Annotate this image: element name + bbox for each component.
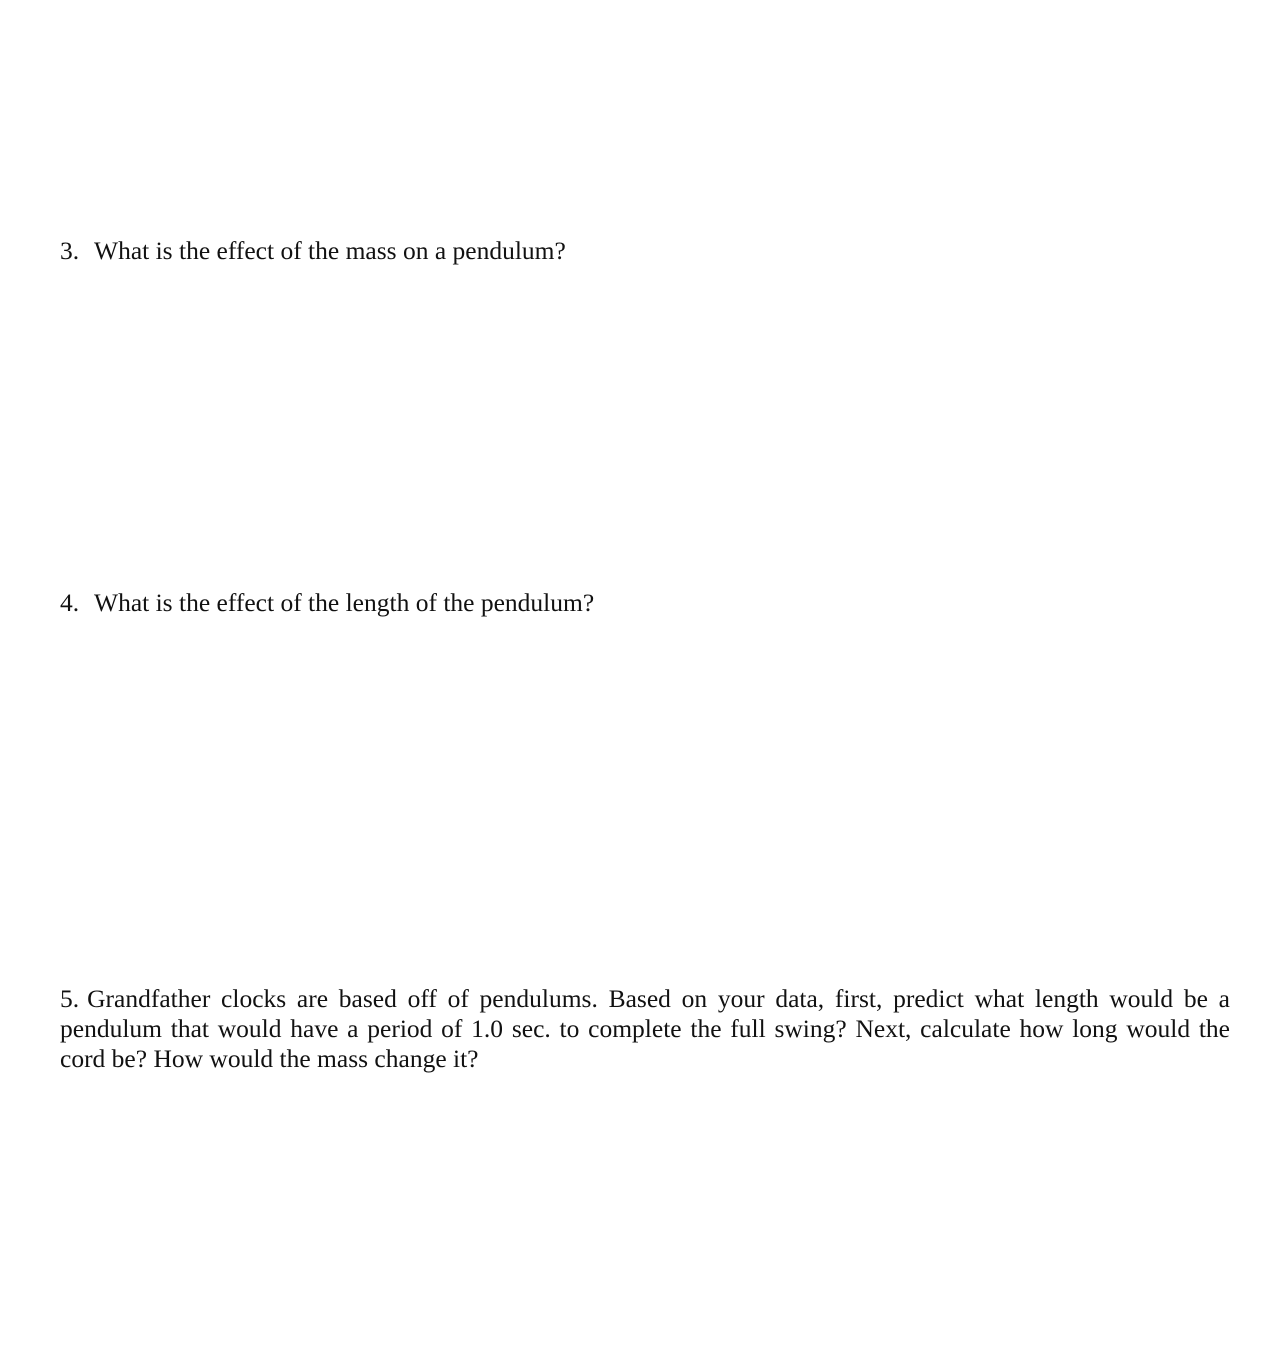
question-3-number: 3. <box>60 236 80 265</box>
question-4 <box>60 588 1235 618</box>
question-5 <box>60 984 1230 1074</box>
question-4-answer-space <box>60 632 1235 962</box>
question-5-text: Grandfather clocks are based off of pendulums. Based on your data, first, predict what length would be a pendulum that would have a period of 1.0 sec. to complete the full swing? Next, calculate how long would the cord be? How would the mass change it? <box>60 984 1230 1073</box>
question-4-number: 4. <box>60 588 80 617</box>
question-3-answer-space <box>60 280 1235 570</box>
question-3 <box>60 236 1235 266</box>
question-5-answer-space <box>60 1090 1235 1350</box>
question-4-text: What is the effect of the length of the pendulum? <box>94 588 595 617</box>
question-5-number: 5. <box>60 984 80 1013</box>
question-3-text: What is the effect of the mass on a pendulum? <box>94 236 566 265</box>
